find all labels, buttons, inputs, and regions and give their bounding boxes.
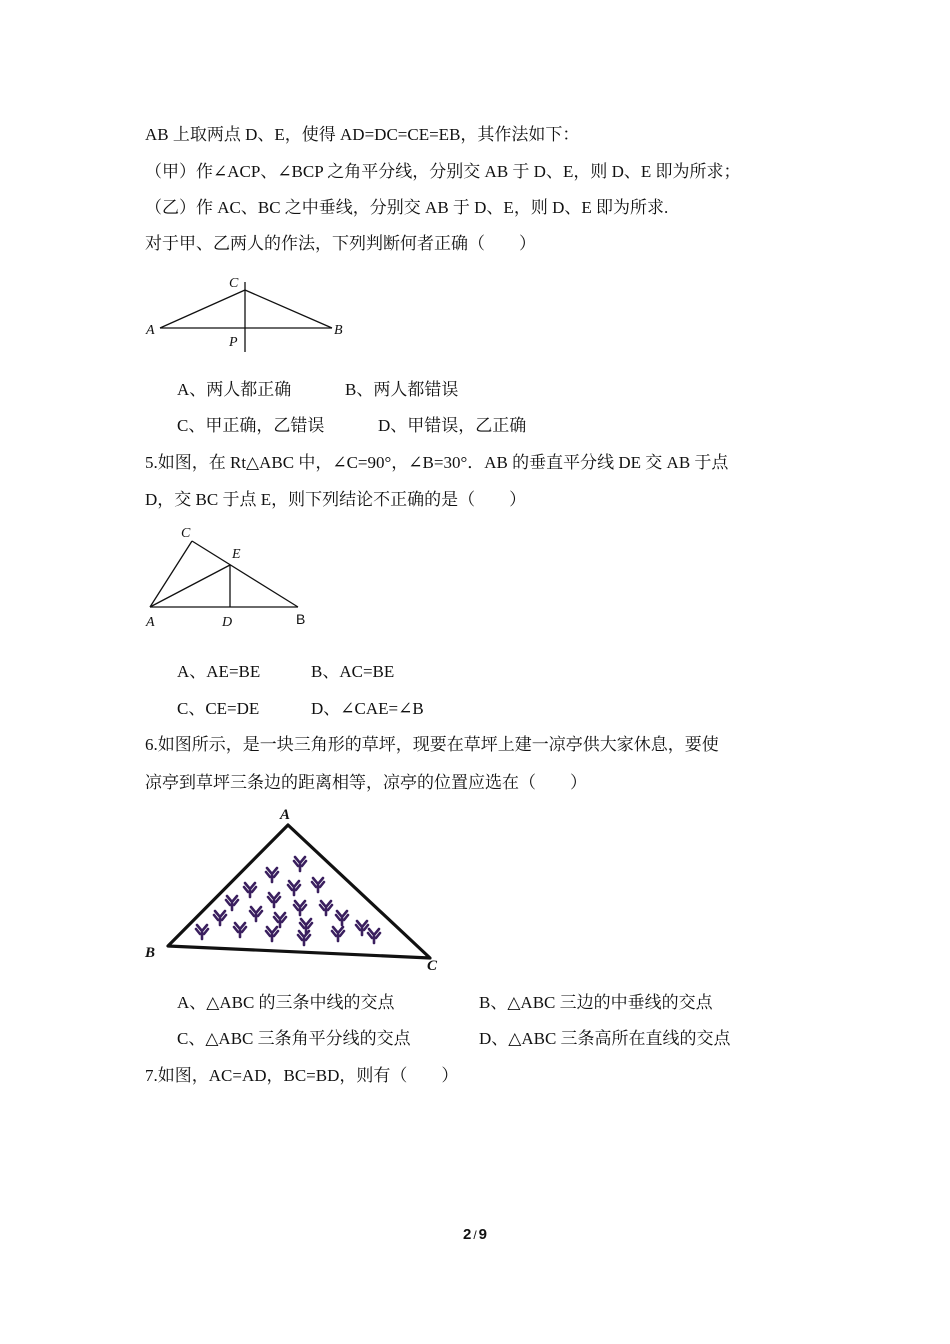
q6-option-a[interactable]: A、△ABC 的三条中线的交点 [177, 993, 395, 1012]
q4-text-line-2: （甲）作∠ACP、∠BCP 之角平分线，分别交 AB 于 D、E，则 D、E 即为所求； [145, 162, 741, 181]
q6-text-line-1: 6.如图所示，是一块三角形的草坪，现要在草坪上建一凉亭供大家休息，要使 [145, 735, 719, 754]
q5-label-a: A [146, 615, 155, 630]
q4-segment-ac [160, 290, 245, 328]
q5-text-line-1: 5.如图，在 Rt△ABC 中，∠C=90°，∠B=30°．AB 的垂直平分线 DE 交 AB 于点 [145, 453, 729, 472]
q4-figure-triangle [140, 268, 355, 358]
q4-option-b[interactable]: B、两人都错误 [345, 380, 459, 399]
q6-option-c[interactable]: C、△ABC 三条角平分线的交点 [177, 1029, 411, 1048]
q4-text-line-4: 对于甲、乙两人的作法，下列判断何者正确（ ） [145, 234, 536, 253]
q4-text-line-3: （乙）作 AC、BC 之中垂线，分别交 AB 于 D、E，则 D、E 即为所求. [145, 198, 669, 217]
q4-label-a: A [146, 323, 155, 338]
q5-segment-cb [192, 541, 298, 607]
page-separator: / [473, 1228, 477, 1242]
q6-option-d[interactable]: D、△ABC 三条高所在直线的交点 [479, 1029, 731, 1048]
q4-text-line-1: AB 上取两点 D、E，使得 AD=DC=CE=EB，其作法如下： [145, 125, 580, 144]
q4-option-d[interactable]: D、甲错误，乙正确 [378, 416, 527, 435]
q5-figure-right-triangle [140, 520, 320, 632]
q4-label-p: P [229, 335, 238, 350]
q5-segment-ae [150, 565, 230, 607]
q5-option-c[interactable]: C、CE=DE [177, 699, 260, 718]
q4-option-c[interactable]: C、甲正确，乙错误 [177, 416, 325, 435]
q5-label-c: C [181, 526, 191, 541]
page-current: 2 [462, 1226, 472, 1243]
q4-option-a[interactable]: A、两人都正确 [177, 380, 292, 399]
q6-label-b: B [145, 945, 156, 961]
grass-tuft-icon [196, 857, 380, 945]
page-total: 9 [478, 1226, 488, 1243]
q5-option-b[interactable]: B、AC=BE [311, 662, 395, 681]
q7-text-line-1: 7.如图，AC=AD，BC=BD，则有（ ） [145, 1066, 459, 1085]
q5-label-e: E [232, 547, 241, 562]
q4-label-c: C [229, 276, 239, 291]
q6-option-b[interactable]: B、△ABC 三边的中垂线的交点 [479, 993, 713, 1012]
q5-text-line-2: D，交 BC 于点 E，则下列结论不正确的是（ ） [145, 490, 527, 509]
q5-option-a[interactable]: A、AE=BE [177, 662, 261, 681]
q5-label-b: B [296, 611, 306, 627]
q6-label-c: C [427, 958, 438, 974]
q6-text-line-2: 凉亭到草坪三条边的距离相等，凉亭的位置应选在（ ） [145, 773, 587, 792]
q5-label-d: D [222, 615, 233, 630]
page-number [0, 1226, 950, 1243]
q5-segment-ac [150, 541, 192, 607]
q5-option-d[interactable]: D、∠CAE=∠B [311, 699, 424, 718]
q6-label-a: A [280, 807, 291, 823]
q4-label-b: B [334, 323, 343, 338]
q4-segment-bc [245, 290, 332, 328]
q6-figure-lawn-triangle [140, 800, 450, 980]
